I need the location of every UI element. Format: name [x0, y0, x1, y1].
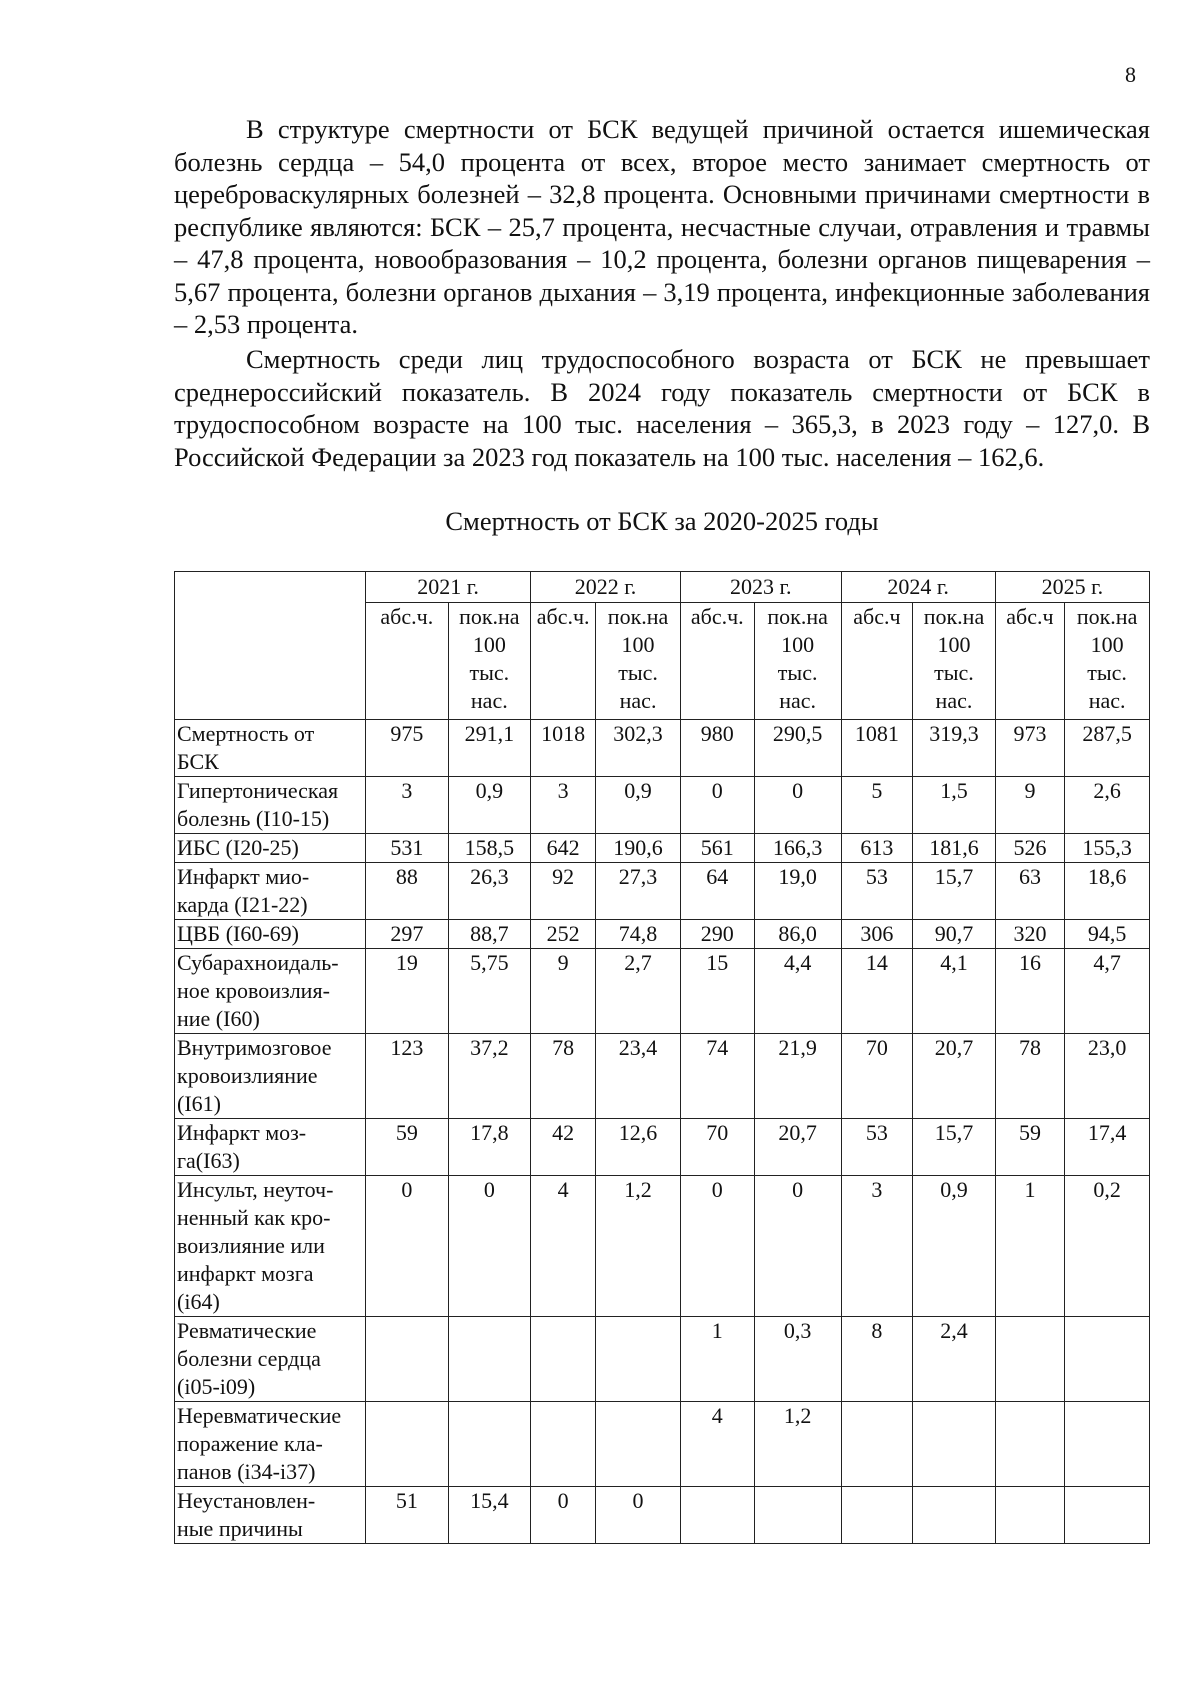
row-label-cell: [175, 863, 366, 920]
value-cell: 0,2: [1065, 1176, 1150, 1317]
value-cell: [995, 1402, 1064, 1487]
value-cell: 15,7: [913, 1119, 996, 1176]
value-cell: 21,9: [754, 1034, 841, 1119]
header-sub-text: абс.ч: [1006, 604, 1054, 629]
value-cell: 63: [995, 863, 1064, 920]
value-cell: 561: [680, 834, 754, 863]
header-year-cell: 2025 г.: [995, 572, 1149, 603]
value-cell: 17,8: [448, 1119, 531, 1176]
table-title: Смертность от БСК за 2020-2025 годы: [445, 506, 879, 536]
value-cell: 166,3: [754, 834, 841, 863]
table-row: [175, 720, 1150, 777]
value-cell: [366, 1317, 449, 1402]
value-cell: 5: [841, 777, 913, 834]
value-cell: 252: [531, 920, 596, 949]
value-cell: 15,7: [913, 863, 996, 920]
value-cell: 42: [531, 1119, 596, 1176]
value-cell: 297: [366, 920, 449, 949]
row-label-cell: [175, 920, 366, 949]
value-cell: 70: [680, 1119, 754, 1176]
value-cell: [596, 1402, 681, 1487]
row-label: Гипертоническая болезнь (I10-15): [177, 778, 339, 831]
value-cell: 3: [841, 1176, 913, 1317]
value-cell: [754, 1487, 841, 1544]
value-cell: 19,0: [754, 863, 841, 920]
row-label-cell: [175, 1487, 366, 1544]
value-cell: 642: [531, 834, 596, 863]
row-label-cell: [175, 1119, 366, 1176]
value-cell: 290,5: [754, 720, 841, 777]
page-number: 8: [1125, 62, 1136, 87]
row-label: Инфаркт моз- га(I63): [177, 1120, 307, 1173]
value-cell: [531, 1402, 596, 1487]
value-cell: 0: [448, 1176, 531, 1317]
header-sub-text: абс.ч: [853, 604, 901, 629]
row-label-cell: [175, 1317, 366, 1402]
table-row: [175, 1176, 1150, 1317]
row-label-cell: [175, 1176, 366, 1317]
value-cell: 2,7: [596, 949, 681, 1034]
value-cell: 4,7: [1065, 949, 1150, 1034]
value-cell: 8: [841, 1317, 913, 1402]
header-year-cell: 2021 г.: [366, 572, 531, 603]
value-cell: 88,7: [448, 920, 531, 949]
value-cell: 181,6: [913, 834, 996, 863]
value-cell: 59: [995, 1119, 1064, 1176]
value-cell: 27,3: [596, 863, 681, 920]
table-row: [175, 777, 1150, 834]
row-label-cell: [175, 1034, 366, 1119]
header-sub-text: пок.на 100 тыс. нас.: [1076, 604, 1138, 713]
value-cell: 1: [680, 1317, 754, 1402]
value-cell: 53: [841, 1119, 913, 1176]
value-cell: [995, 1487, 1064, 1544]
value-cell: 320: [995, 920, 1064, 949]
value-cell: 15: [680, 949, 754, 1034]
table-row: [175, 1119, 1150, 1176]
value-cell: 17,4: [1065, 1119, 1150, 1176]
header-sub-cell: [531, 603, 596, 720]
value-cell: [596, 1317, 681, 1402]
value-cell: 613: [841, 834, 913, 863]
value-cell: [680, 1487, 754, 1544]
value-cell: [1065, 1487, 1150, 1544]
header-sub-cell: [913, 603, 996, 720]
value-cell: 37,2: [448, 1034, 531, 1119]
value-cell: 975: [366, 720, 449, 777]
paragraph-working-age: Смертность среди лиц трудоспособного возраста от БСК не превышает среднероссийский показатель. В 2024 году показатель смертности от БСК в трудоспособном возрасте на 100 тыс. населения – 365,3, в 2023 году – 127,0. В Российской Федерации за 2023 год показатель на 100 тыс. населения – 162,6.: [174, 344, 1150, 472]
value-cell: 1,2: [596, 1176, 681, 1317]
row-label-cell: [175, 720, 366, 777]
value-cell: 19: [366, 949, 449, 1034]
value-cell: 0: [680, 777, 754, 834]
value-cell: 18,6: [1065, 863, 1150, 920]
value-cell: 1018: [531, 720, 596, 777]
table-row: [175, 1317, 1150, 1402]
table-row: [175, 1487, 1150, 1544]
header-sub-text: пок.на 100 тыс. нас.: [767, 604, 828, 713]
value-cell: 88: [366, 863, 449, 920]
value-cell: 64: [680, 863, 754, 920]
value-cell: 9: [995, 777, 1064, 834]
value-cell: 0: [531, 1487, 596, 1544]
value-cell: 23,0: [1065, 1034, 1150, 1119]
value-cell: 0,3: [754, 1317, 841, 1402]
header-sub-cell: [754, 603, 841, 720]
value-cell: 155,3: [1065, 834, 1150, 863]
value-cell: 23,4: [596, 1034, 681, 1119]
value-cell: 15,4: [448, 1487, 531, 1544]
header-sub-cell: [841, 603, 913, 720]
value-cell: 3: [366, 777, 449, 834]
value-cell: 1: [995, 1176, 1064, 1317]
value-cell: 94,5: [1065, 920, 1150, 949]
value-cell: 4: [531, 1176, 596, 1317]
header-year-cell: 2023 г.: [680, 572, 841, 603]
value-cell: 1,2: [754, 1402, 841, 1487]
value-cell: 0,9: [913, 1176, 996, 1317]
value-cell: 2,6: [1065, 777, 1150, 834]
header-sub-cell: [1065, 603, 1150, 720]
row-label-cell: [175, 777, 366, 834]
value-cell: 0: [754, 777, 841, 834]
value-cell: 0: [754, 1176, 841, 1317]
header-sub-text: пок.на 100 тыс. нас.: [923, 604, 985, 713]
value-cell: 0: [366, 1176, 449, 1317]
header-sub-text: абс.ч.: [690, 604, 744, 629]
table-row: [175, 1402, 1150, 1487]
value-cell: [841, 1402, 913, 1487]
row-label: Неустановлен- ные причины: [177, 1488, 316, 1541]
value-cell: 319,3: [913, 720, 996, 777]
value-cell: 287,5: [1065, 720, 1150, 777]
header-sub-text: абс.ч.: [380, 604, 434, 629]
value-cell: 9: [531, 949, 596, 1034]
value-cell: 20,7: [754, 1119, 841, 1176]
value-cell: [448, 1317, 531, 1402]
table-row: [175, 1034, 1150, 1119]
mortality-table: [174, 571, 1150, 1544]
table-row: [175, 863, 1150, 920]
value-cell: 1,5: [913, 777, 996, 834]
value-cell: 59: [366, 1119, 449, 1176]
value-cell: 291,1: [448, 720, 531, 777]
row-label-cell: [175, 949, 366, 1034]
value-cell: 3: [531, 777, 596, 834]
value-cell: 74: [680, 1034, 754, 1119]
value-cell: 78: [531, 1034, 596, 1119]
value-cell: 123: [366, 1034, 449, 1119]
header-sub-text: пок.на 100 тыс. нас.: [607, 604, 669, 713]
row-label: Внутримозговое кровоизлияние (I61): [177, 1035, 332, 1116]
table-row: [175, 920, 1150, 949]
value-cell: 0,9: [596, 777, 681, 834]
value-cell: [913, 1402, 996, 1487]
value-cell: [995, 1317, 1064, 1402]
value-cell: 973: [995, 720, 1064, 777]
value-cell: 14: [841, 949, 913, 1034]
row-label-cell: [175, 1402, 366, 1487]
value-cell: [913, 1487, 996, 1544]
row-label: ИБС (I20-25): [177, 835, 299, 860]
value-cell: 0: [596, 1487, 681, 1544]
value-cell: 980: [680, 720, 754, 777]
value-cell: [1065, 1317, 1150, 1402]
value-cell: 0,9: [448, 777, 531, 834]
value-cell: 51: [366, 1487, 449, 1544]
value-cell: 4,1: [913, 949, 996, 1034]
header-corner-cell: [175, 572, 366, 720]
value-cell: [531, 1317, 596, 1402]
value-cell: 1081: [841, 720, 913, 777]
value-cell: 4: [680, 1402, 754, 1487]
header-sub-cell: [995, 603, 1064, 720]
value-cell: 78: [995, 1034, 1064, 1119]
value-cell: 302,3: [596, 720, 681, 777]
value-cell: 306: [841, 920, 913, 949]
header-sub-cell: [448, 603, 531, 720]
value-cell: [1065, 1402, 1150, 1487]
header-sub-cell: [366, 603, 449, 720]
value-cell: 70: [841, 1034, 913, 1119]
row-label: Неревматические поражение кла- панов (i34-i37): [177, 1403, 342, 1484]
table-row: [175, 834, 1150, 863]
value-cell: 16: [995, 949, 1064, 1034]
header-year-row: [175, 572, 1150, 603]
value-cell: 2,4: [913, 1317, 996, 1402]
value-cell: 526: [995, 834, 1064, 863]
header-year-cell: 2022 г.: [531, 572, 681, 603]
value-cell: 5,75: [448, 949, 531, 1034]
value-cell: [366, 1402, 449, 1487]
row-label: Смертность от БСК: [177, 721, 315, 774]
value-cell: 74,8: [596, 920, 681, 949]
value-cell: 4,4: [754, 949, 841, 1034]
table-row: [175, 949, 1150, 1034]
value-cell: [448, 1402, 531, 1487]
header-sub-text: абс.ч.: [536, 604, 590, 629]
row-label: Ревматические болезни сердца (i05-i09): [177, 1318, 321, 1399]
value-cell: 92: [531, 863, 596, 920]
row-label-cell: [175, 834, 366, 863]
row-label: Субарахноидаль- ное кровоизлия- ние (I60): [177, 950, 339, 1031]
value-cell: 12,6: [596, 1119, 681, 1176]
row-label: Инсульт, неуточ- ненный как кро- воизлияние или инфаркт мозга (i64): [177, 1177, 334, 1314]
value-cell: 0: [680, 1176, 754, 1317]
row-label: Инфаркт мио- карда (I21-22): [177, 864, 310, 917]
header-sub-text: пок.на 100 тыс. нас.: [459, 604, 520, 713]
header-sub-cell: [596, 603, 681, 720]
paragraph-structure: В структуре смертности от БСК ведущей причиной остается ишемическая болезнь сердца – 54,0 процента от всех, второе место занимает смертность от цереброваскулярных болезней – 32,8 процента. Основными причинами смертности в республике являются: БСК – 25,7 процента, несчастные случаи, отравления и травмы – 47,8 процента, новообразования – 10,2 процента, болезни органов пищеварения – 5,67 процента, болезни органов дыхания – 3,19 процента, инфекционные заболевания – 2,53 процента.: [174, 114, 1150, 339]
value-cell: 190,6: [596, 834, 681, 863]
value-cell: 53: [841, 863, 913, 920]
value-cell: 86,0: [754, 920, 841, 949]
value-cell: 531: [366, 834, 449, 863]
row-label: ЦВБ (I60-69): [177, 921, 299, 946]
header-year-cell: 2024 г.: [841, 572, 995, 603]
value-cell: 90,7: [913, 920, 996, 949]
value-cell: 20,7: [913, 1034, 996, 1119]
value-cell: 290: [680, 920, 754, 949]
value-cell: 26,3: [448, 863, 531, 920]
header-sub-cell: [680, 603, 754, 720]
value-cell: 158,5: [448, 834, 531, 863]
value-cell: [841, 1487, 913, 1544]
